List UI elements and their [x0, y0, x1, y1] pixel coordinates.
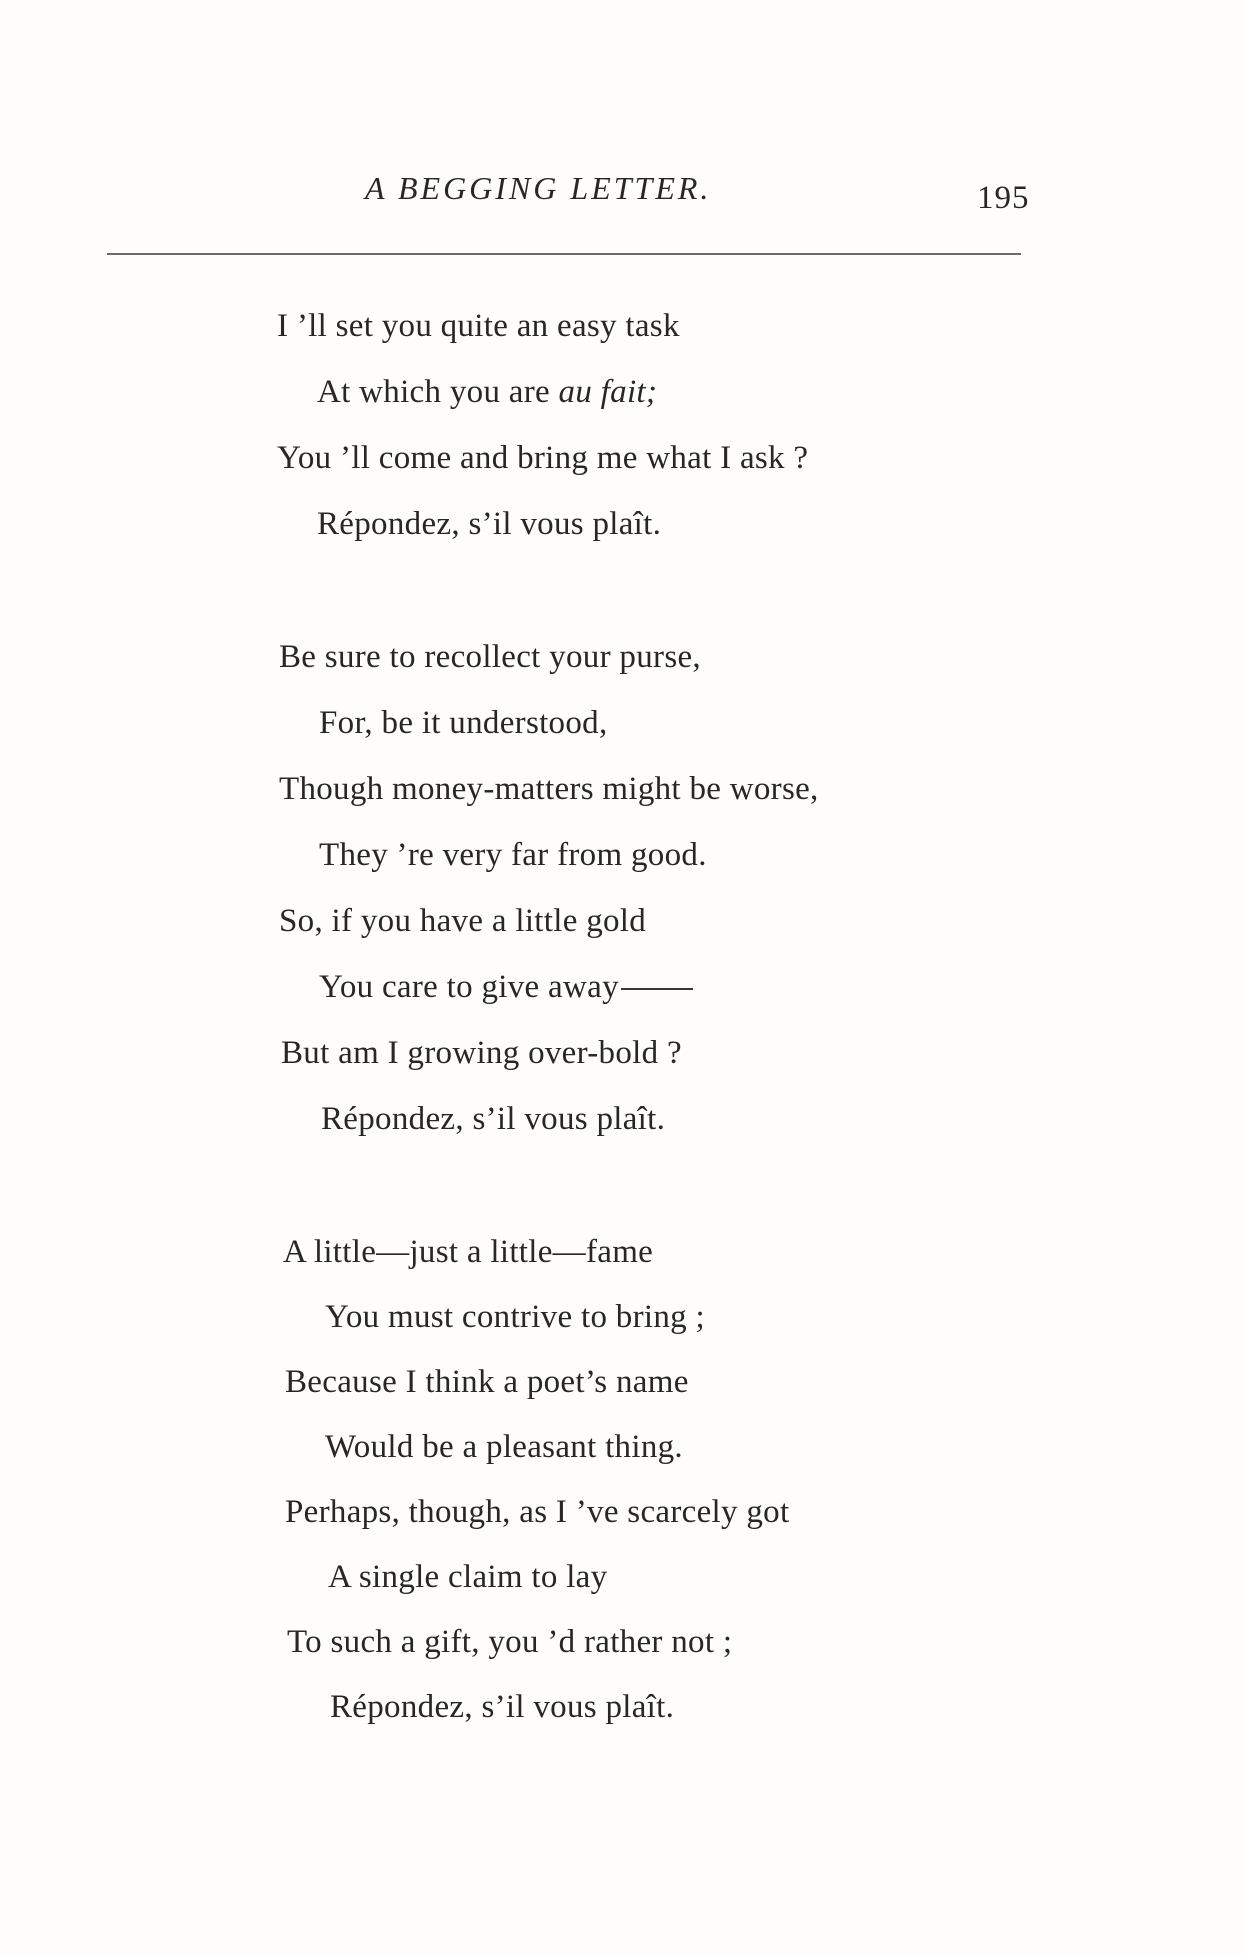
poem-line [319, 967, 693, 1007]
poem-line: A little—just a little—fame [283, 1234, 654, 1270]
poem-line: Because I think a poet’s name [285, 1364, 689, 1400]
poem-line: Perhaps, though, as I ’ve scarcely got [285, 1494, 790, 1530]
header-rule [107, 253, 1021, 255]
poem-line: Though money-matters might be worse, [279, 771, 819, 807]
poem-line-text: At which you are [317, 374, 559, 410]
poem-line: Be sure to recollect your purse, [279, 639, 701, 675]
poem-line: Would be a pleasant thing. [325, 1429, 683, 1465]
refrain-line: Répondez, s’il vous plaît. [330, 1689, 675, 1725]
italic-phrase: au fait; [558, 374, 658, 410]
em-dash-rule [621, 988, 693, 990]
poem-line: But am I growing over-bold ? [281, 1035, 682, 1071]
poem-line: For, be it understood, [319, 705, 608, 741]
refrain-line: Répondez, s’il vous plaît. [317, 506, 662, 542]
poem-line: You must contrive to bring ; [325, 1299, 705, 1335]
page-number: 195 [977, 180, 1030, 216]
refrain-line: Répondez, s’il vous plaît. [321, 1101, 666, 1137]
running-title: A BEGGING LETTER. [365, 170, 712, 206]
poem-line: A single claim to lay [328, 1559, 608, 1595]
poem-line-text: You care to give away [319, 969, 619, 1005]
poem-line: To such a gift, you ’d rather not ; [287, 1624, 733, 1660]
poem-line: You ’ll come and bring me what I ask ? [277, 440, 809, 476]
poem-line: They ’re very far from good. [319, 837, 707, 873]
poem-line [317, 372, 657, 412]
poem-line: I ’ll set you quite an easy task [277, 308, 680, 344]
poem-line: So, if you have a little gold [279, 903, 647, 939]
